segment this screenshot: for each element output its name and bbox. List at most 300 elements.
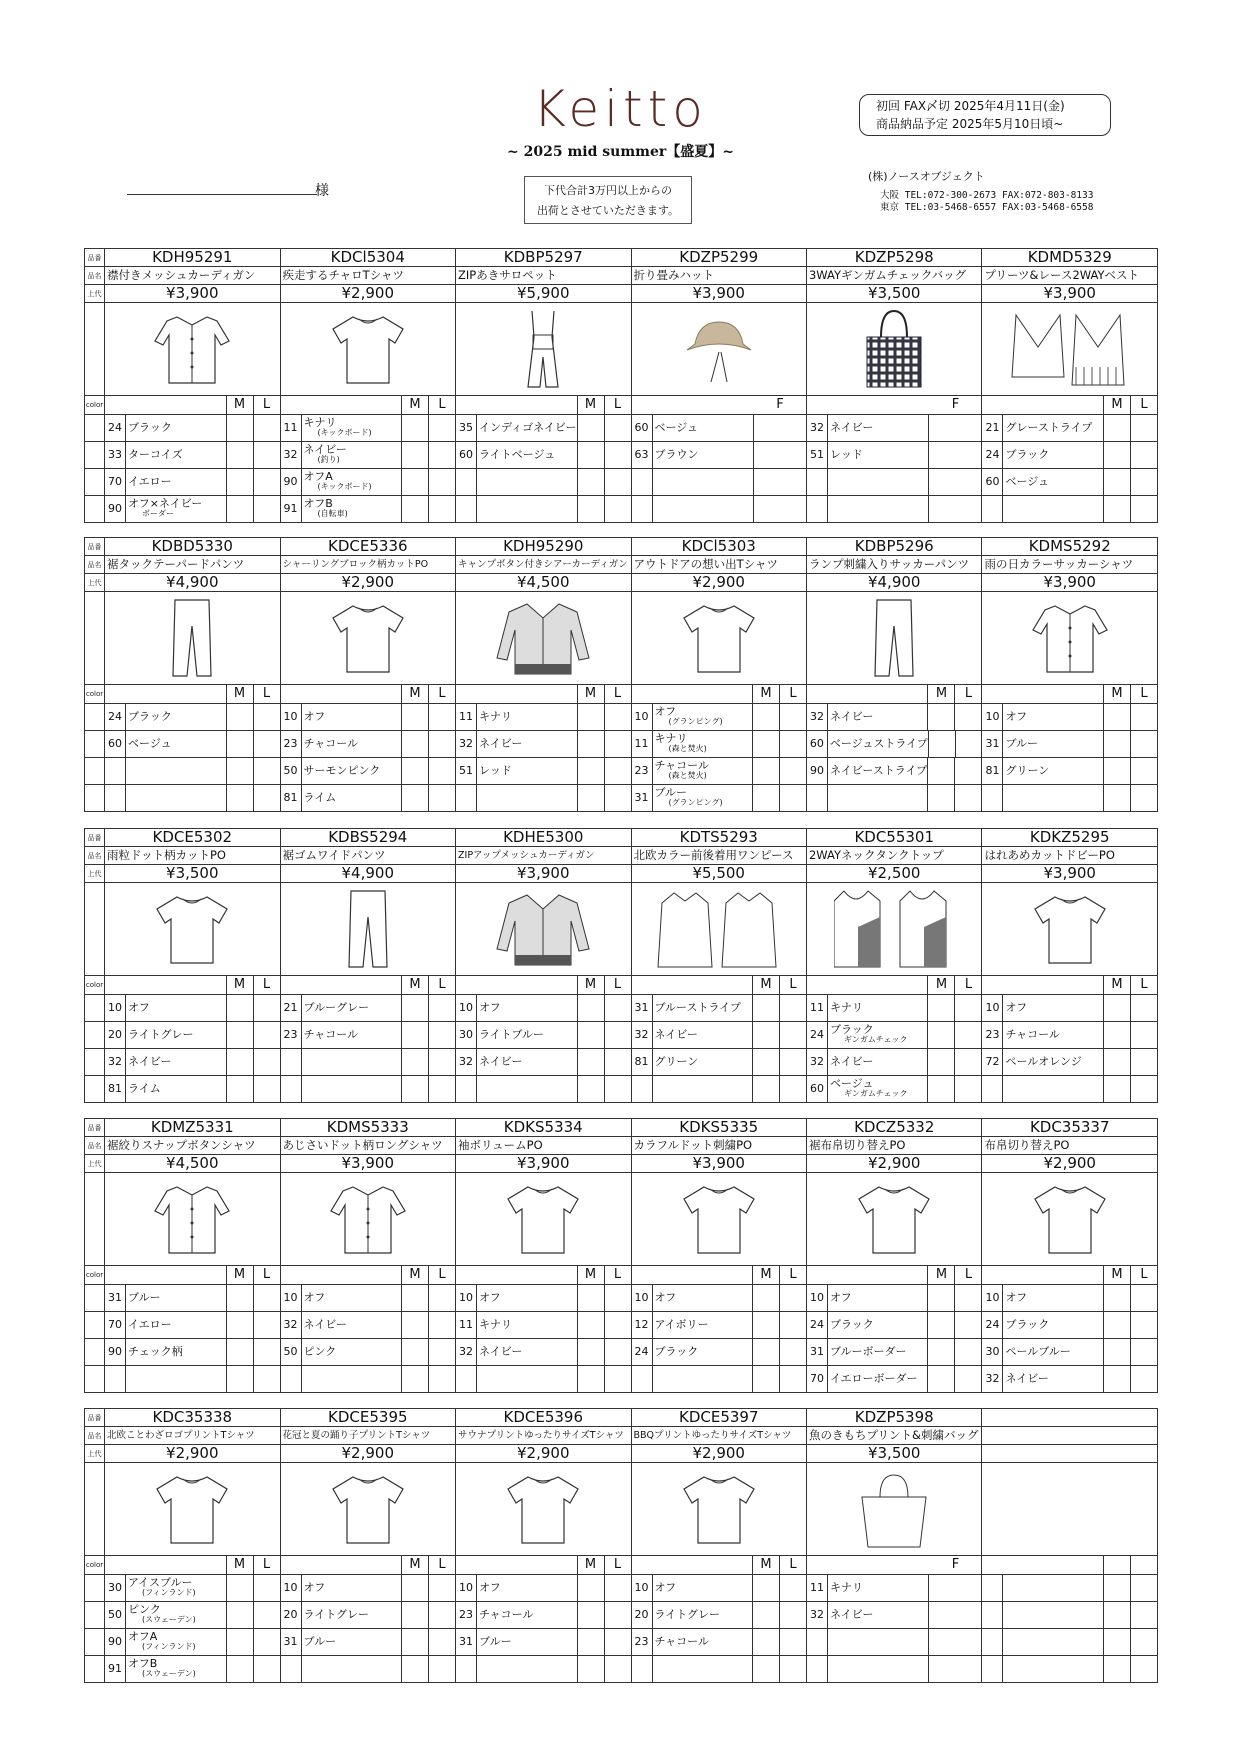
qty-box-l[interactable]	[779, 995, 806, 1021]
color-name: ライトグレー	[128, 1028, 194, 1041]
qty-box-l[interactable]	[779, 785, 806, 811]
qty-box-l[interactable]	[253, 731, 280, 757]
qty-box-l[interactable]	[428, 758, 455, 784]
qty-box-l[interactable]	[253, 415, 280, 441]
qty-box-l[interactable]	[779, 731, 806, 757]
qty-box-l[interactable]	[1130, 1076, 1157, 1102]
qty-box-m[interactable]	[577, 995, 604, 1021]
qty-box-m[interactable]	[1103, 1312, 1130, 1338]
color-number: 70	[105, 469, 126, 495]
qty-box-m[interactable]	[577, 1575, 604, 1601]
qty-box-m[interactable]	[401, 1656, 428, 1682]
qty-box-l[interactable]	[428, 1656, 455, 1682]
color-note: (スウェーデン)	[142, 1669, 196, 1678]
color-number: 90	[281, 469, 302, 495]
product-image	[105, 592, 280, 685]
qty-box-l[interactable]	[1130, 496, 1157, 522]
qty-box-l[interactable]	[253, 1575, 280, 1601]
qty-box-m[interactable]	[226, 1022, 253, 1048]
color-row	[105, 995, 280, 1022]
qty-box-l[interactable]	[604, 469, 631, 495]
qty-box-m[interactable]	[927, 995, 954, 1021]
qty-box-l[interactable]	[604, 785, 631, 811]
qty-box-m[interactable]	[927, 1049, 954, 1075]
color-label: キナリ	[654, 732, 688, 745]
product-image	[631, 303, 806, 396]
qty-box-f[interactable]	[928, 1656, 981, 1682]
qty-box-m[interactable]	[752, 731, 779, 757]
qty-box-l[interactable]	[604, 758, 631, 784]
label-code: 品番	[85, 829, 105, 847]
product-code: KDZP5298	[806, 249, 981, 267]
qty-box-l[interactable]	[428, 1049, 455, 1075]
qty-box-f[interactable]	[753, 442, 806, 468]
qty-box-l[interactable]	[604, 1602, 631, 1628]
qty-box-m[interactable]	[577, 1312, 604, 1338]
qty-box-l[interactable]	[1130, 785, 1157, 811]
qty-box-m[interactable]	[927, 1285, 954, 1311]
qty-box-l[interactable]	[604, 1049, 631, 1075]
qty-box-l[interactable]	[604, 1339, 631, 1365]
qty-box-l[interactable]	[779, 1602, 806, 1628]
qty-box-f[interactable]	[928, 1629, 981, 1655]
qty-box-m[interactable]	[401, 442, 428, 468]
color-number: 10	[281, 1575, 302, 1601]
qty-box-l[interactable]	[779, 1312, 806, 1338]
qty-box-m[interactable]	[927, 1076, 954, 1102]
product-price: ¥4,500	[456, 574, 631, 592]
tank-icon	[807, 887, 981, 971]
qty-box-l[interactable]	[1130, 704, 1157, 730]
qty-box-m[interactable]	[401, 704, 428, 730]
qty-box-l[interactable]	[253, 442, 280, 468]
qty-box-m[interactable]	[401, 469, 428, 495]
qty-box-l[interactable]	[428, 442, 455, 468]
qty-box-m[interactable]	[226, 731, 253, 757]
color-row	[982, 1049, 1158, 1076]
qty-box-m[interactable]	[401, 785, 428, 811]
qty-box-m[interactable]	[226, 704, 253, 730]
qty-box-f[interactable]	[928, 415, 981, 441]
qty-box-l[interactable]	[253, 1022, 280, 1048]
qty-box-m[interactable]	[226, 1285, 253, 1311]
qty-box-l[interactable]	[779, 1022, 806, 1048]
qty-box-l[interactable]	[1130, 469, 1157, 495]
qty-box-l[interactable]	[604, 731, 631, 757]
qty-box-m[interactable]	[577, 785, 604, 811]
label-price: 上代	[85, 285, 105, 303]
qty-box-m[interactable]	[752, 1022, 779, 1048]
qty-box-l[interactable]	[253, 785, 280, 811]
qty-box-m[interactable]	[1103, 1022, 1130, 1048]
qty-box-m[interactable]	[401, 758, 428, 784]
qty-box-l[interactable]	[604, 1022, 631, 1048]
qty-box-m[interactable]	[226, 469, 253, 495]
qty-box-l[interactable]	[604, 1076, 631, 1102]
qty-box-l[interactable]	[604, 704, 631, 730]
qty-box-m[interactable]	[577, 1339, 604, 1365]
qty-box-l[interactable]	[604, 995, 631, 1021]
qty-box-m[interactable]	[401, 415, 428, 441]
qty-box-m[interactable]	[577, 758, 604, 784]
qty-box-l[interactable]	[954, 785, 981, 811]
qty-box-m[interactable]	[401, 1049, 428, 1075]
qty-box-m[interactable]	[1103, 995, 1130, 1021]
qty-box-m[interactable]	[927, 785, 954, 811]
qty-box-l[interactable]	[604, 1575, 631, 1601]
color-number: 23	[982, 1022, 1003, 1048]
qty-box-l[interactable]	[428, 469, 455, 495]
qty-box-l[interactable]	[779, 1656, 806, 1682]
size-header	[806, 396, 981, 415]
qty-box-l[interactable]	[253, 704, 280, 730]
qty-box-m[interactable]	[1103, 1339, 1130, 1365]
brand-logo: Keitto	[533, 80, 708, 138]
color-row	[631, 704, 806, 731]
qty-box-m[interactable]	[577, 1366, 604, 1392]
color-number: 31	[982, 731, 1003, 757]
product-price: ¥2,900	[982, 1155, 1158, 1173]
tshirt-icon	[632, 598, 806, 678]
product-image	[456, 592, 631, 685]
qty-box-m[interactable]	[577, 704, 604, 730]
color-row	[982, 496, 1158, 523]
qty-box-l[interactable]	[428, 415, 455, 441]
qty-box-m[interactable]	[577, 1629, 604, 1655]
color-row	[105, 1076, 280, 1103]
qty-box-m[interactable]	[401, 1339, 428, 1365]
size-label: M	[927, 685, 954, 703]
qty-box-m[interactable]	[752, 1602, 779, 1628]
qty-box-m[interactable]	[401, 1285, 428, 1311]
qty-box-l[interactable]	[1130, 1339, 1157, 1365]
size-header	[982, 1266, 1158, 1285]
color-number: 12	[632, 1312, 653, 1338]
qty-box-m[interactable]	[927, 1312, 954, 1338]
qty-box-l[interactable]	[779, 1285, 806, 1311]
qty-box-m[interactable]	[927, 758, 954, 784]
recipient-line[interactable]	[127, 194, 317, 195]
label-color: color	[85, 396, 105, 415]
qty-box-l[interactable]	[779, 1575, 806, 1601]
qty-box-l[interactable]	[428, 1339, 455, 1365]
qty-box-m[interactable]	[1103, 758, 1130, 784]
qty-box-m[interactable]	[226, 995, 253, 1021]
size-label: M	[401, 1266, 428, 1284]
qty-box-m[interactable]	[226, 442, 253, 468]
qty-box-l[interactable]	[428, 1285, 455, 1311]
qty-box-m[interactable]	[401, 1602, 428, 1628]
qty-box-m[interactable]	[226, 415, 253, 441]
qty-box-m[interactable]	[401, 1575, 428, 1601]
qty-box-l[interactable]	[253, 496, 280, 522]
qty-box-m[interactable]	[752, 758, 779, 784]
qty-box-l[interactable]	[954, 1049, 981, 1075]
product-image	[982, 1173, 1158, 1266]
color-number: 81	[632, 1049, 653, 1075]
qty-box-m[interactable]	[1103, 1602, 1130, 1628]
qty-box-m[interactable]	[577, 1022, 604, 1048]
qty-box-m[interactable]	[401, 1312, 428, 1338]
qty-box-m[interactable]	[1103, 442, 1130, 468]
qty-box-m[interactable]	[226, 1629, 253, 1655]
color-number: 10	[807, 1285, 828, 1311]
qty-box-l[interactable]	[604, 415, 631, 441]
qty-box-l[interactable]	[253, 758, 280, 784]
product-block	[84, 248, 1158, 523]
qty-box-m[interactable]	[752, 1656, 779, 1682]
qty-box-m[interactable]	[226, 1366, 253, 1392]
qty-box-l[interactable]	[253, 1076, 280, 1102]
qty-box-l[interactable]	[779, 758, 806, 784]
color-number: 32	[105, 1049, 126, 1075]
product-image	[280, 1173, 455, 1266]
product-name: 折り畳みハット	[631, 267, 806, 285]
color-row	[982, 731, 1158, 758]
qty-box-m[interactable]	[752, 1076, 779, 1102]
qty-box-l[interactable]	[604, 1656, 631, 1682]
qty-box-f[interactable]	[928, 469, 981, 495]
qty-box-m[interactable]	[1103, 415, 1130, 441]
qty-box-l[interactable]	[1130, 1049, 1157, 1075]
qty-box-m[interactable]	[752, 1366, 779, 1392]
qty-box-l[interactable]	[1130, 1575, 1157, 1601]
qty-box-m[interactable]	[928, 731, 955, 757]
color-row	[456, 442, 631, 469]
color-row	[806, 1656, 981, 1683]
qty-box-l[interactable]	[428, 1366, 455, 1392]
qty-box-l[interactable]	[1130, 1629, 1157, 1655]
qty-box-l[interactable]	[1130, 995, 1157, 1021]
qty-box-l[interactable]	[428, 995, 455, 1021]
qty-box-l[interactable]	[954, 995, 981, 1021]
qty-box-m[interactable]	[1103, 1285, 1130, 1311]
qty-box-l[interactable]	[428, 785, 455, 811]
qty-box-m[interactable]	[401, 731, 428, 757]
qty-box-l[interactable]	[253, 1656, 280, 1682]
qty-box-l[interactable]	[253, 1366, 280, 1392]
qty-box-l[interactable]	[779, 1366, 806, 1392]
qty-box-l[interactable]	[253, 469, 280, 495]
product-price: ¥3,900	[982, 285, 1158, 303]
qty-box-l[interactable]	[1130, 1285, 1157, 1311]
color-name: ネイビー	[303, 1318, 347, 1331]
pants-icon	[281, 887, 455, 971]
qty-box-f[interactable]	[753, 415, 806, 441]
qty-box-l[interactable]	[604, 442, 631, 468]
qty-box-l[interactable]	[954, 1312, 981, 1338]
qty-box-m[interactable]	[577, 1285, 604, 1311]
qty-box-l[interactable]	[1130, 1602, 1157, 1628]
qty-box-m[interactable]	[1103, 1575, 1130, 1601]
qty-box-l[interactable]	[1130, 758, 1157, 784]
qty-box-l[interactable]	[428, 731, 455, 757]
qty-box-m[interactable]	[1103, 496, 1130, 522]
qty-box-m[interactable]	[752, 1339, 779, 1365]
qty-box-l[interactable]	[604, 496, 631, 522]
qty-box-m[interactable]	[577, 1076, 604, 1102]
qty-box-m[interactable]	[226, 1575, 253, 1601]
qty-box-l[interactable]	[779, 1339, 806, 1365]
qty-box-m[interactable]	[927, 704, 954, 730]
qty-box-l[interactable]	[1130, 442, 1157, 468]
qty-box-l[interactable]	[779, 1049, 806, 1075]
qty-box-f[interactable]	[753, 469, 806, 495]
qty-box-l[interactable]	[604, 1366, 631, 1392]
qty-box-m[interactable]	[1103, 1629, 1130, 1655]
qty-box-m[interactable]	[401, 1366, 428, 1392]
qty-box-l[interactable]	[955, 731, 982, 757]
qty-box-m[interactable]	[577, 415, 604, 441]
color-name: ブルーストライプ	[654, 1001, 741, 1014]
qty-box-m[interactable]	[577, 496, 604, 522]
color-row	[806, 1022, 981, 1049]
qty-box-l[interactable]	[1130, 731, 1157, 757]
size-label: M	[226, 976, 253, 994]
qty-box-l[interactable]	[428, 1022, 455, 1048]
color-name: ブルーグレー	[303, 1001, 370, 1014]
qty-box-l[interactable]	[428, 1602, 455, 1628]
qty-box-m[interactable]	[1103, 1049, 1130, 1075]
qty-box-l[interactable]	[954, 1339, 981, 1365]
qty-box-l[interactable]	[954, 1022, 981, 1048]
qty-box-m[interactable]	[226, 1656, 253, 1682]
color-row	[982, 1366, 1158, 1393]
qty-box-f[interactable]	[928, 1602, 981, 1628]
qty-box-l[interactable]	[779, 704, 806, 730]
qty-box-f[interactable]	[928, 442, 981, 468]
color-label: オフ	[654, 705, 677, 718]
qty-box-l[interactable]	[1130, 1312, 1157, 1338]
product-price: ¥3,900	[280, 1155, 455, 1173]
qty-box-l[interactable]	[954, 1366, 981, 1392]
qty-box-m[interactable]	[577, 442, 604, 468]
qty-box-l[interactable]	[604, 1629, 631, 1655]
tshirt-icon	[456, 1179, 630, 1259]
qty-box-l[interactable]	[253, 1049, 280, 1075]
qty-box-m[interactable]	[401, 1629, 428, 1655]
qty-box-m[interactable]	[226, 496, 253, 522]
qty-box-m[interactable]	[1103, 731, 1130, 757]
color-name: キナリ	[829, 1001, 863, 1014]
qty-box-l[interactable]	[428, 1629, 455, 1655]
qty-box-l[interactable]	[604, 1312, 631, 1338]
qty-box-m[interactable]	[401, 1022, 428, 1048]
color-name: キナリ	[479, 710, 513, 723]
qty-box-m[interactable]	[226, 1339, 253, 1365]
qty-box-l[interactable]	[428, 496, 455, 522]
color-number: 51	[807, 442, 828, 468]
shirt-icon	[281, 1179, 455, 1259]
qty-box-m[interactable]	[752, 1629, 779, 1655]
qty-box-l[interactable]	[1130, 1022, 1157, 1048]
qty-box-l[interactable]	[428, 1575, 455, 1601]
qty-box-m[interactable]	[1103, 1076, 1130, 1102]
qty-box-l[interactable]	[253, 1629, 280, 1655]
qty-box-m[interactable]	[226, 1049, 253, 1075]
qty-box-l[interactable]	[253, 995, 280, 1021]
qty-box-m[interactable]	[752, 785, 779, 811]
qty-box-l[interactable]	[779, 1629, 806, 1655]
qty-box-l[interactable]	[253, 1312, 280, 1338]
qty-box-m[interactable]	[401, 1076, 428, 1102]
qty-box-l[interactable]	[253, 1602, 280, 1628]
qty-box-l[interactable]	[428, 1312, 455, 1338]
qty-box-m[interactable]	[577, 1602, 604, 1628]
size-header	[631, 976, 806, 995]
qty-box-m[interactable]	[752, 1049, 779, 1075]
qty-box-l[interactable]	[253, 1285, 280, 1311]
qty-box-m[interactable]	[577, 469, 604, 495]
color-row	[456, 1656, 631, 1683]
qty-box-l[interactable]	[1130, 1656, 1157, 1682]
qty-box-m[interactable]	[1103, 1656, 1130, 1682]
qty-box-m[interactable]	[927, 1366, 954, 1392]
qty-box-l[interactable]	[954, 758, 981, 784]
qty-box-l[interactable]	[954, 1285, 981, 1311]
color-name	[126, 1629, 225, 1655]
qty-box-f[interactable]	[928, 496, 981, 522]
qty-box-l[interactable]	[1130, 415, 1157, 441]
qty-box-m[interactable]	[752, 1575, 779, 1601]
qty-box-m[interactable]	[752, 995, 779, 1021]
qty-box-m[interactable]	[577, 731, 604, 757]
qty-box-m[interactable]	[1103, 1366, 1130, 1392]
qty-box-l[interactable]	[604, 1285, 631, 1311]
qty-box-m[interactable]	[927, 1022, 954, 1048]
qty-box-m[interactable]	[1103, 704, 1130, 730]
qty-box-m[interactable]	[226, 785, 253, 811]
color-name: ブルー	[479, 1635, 512, 1648]
qty-box-m[interactable]	[752, 704, 779, 730]
qty-box-f[interactable]	[753, 496, 806, 522]
qty-box-m[interactable]	[226, 1076, 253, 1102]
qty-box-l[interactable]	[1130, 1366, 1157, 1392]
color-number: 24	[105, 415, 126, 441]
qty-box-m[interactable]	[752, 1312, 779, 1338]
qty-box-m[interactable]	[1103, 785, 1130, 811]
color-row	[631, 496, 806, 523]
qty-box-l[interactable]	[428, 1076, 455, 1102]
qty-box-m[interactable]	[226, 1602, 253, 1628]
qty-box-m[interactable]	[401, 995, 428, 1021]
color-name: ネイビー	[654, 1028, 698, 1041]
qty-box-l[interactable]	[253, 1339, 280, 1365]
qty-box-l[interactable]	[954, 704, 981, 730]
qty-box-l[interactable]	[779, 1076, 806, 1102]
qty-box-l[interactable]	[428, 704, 455, 730]
color-name: ネイビー	[829, 1608, 874, 1621]
qty-box-m[interactable]	[226, 758, 253, 784]
color-row	[280, 785, 455, 812]
qty-box-f[interactable]	[928, 1575, 981, 1601]
color-name: ネイビー	[829, 710, 874, 723]
qty-box-m[interactable]	[401, 496, 428, 522]
qty-box-l[interactable]	[954, 1076, 981, 1102]
color-number: 72	[982, 1049, 1003, 1075]
qty-box-m[interactable]	[927, 1339, 954, 1365]
size-label: L	[1130, 976, 1157, 994]
qty-box-m[interactable]	[577, 1656, 604, 1682]
color-name: ライトグレー	[303, 1608, 369, 1621]
product-price: ¥2,900	[280, 1445, 455, 1463]
qty-box-m[interactable]	[752, 1285, 779, 1311]
color-note: (フィンランド)	[142, 1588, 196, 1597]
qty-box-m[interactable]	[577, 1049, 604, 1075]
qty-box-m[interactable]	[226, 1312, 253, 1338]
qty-box-m[interactable]	[1103, 469, 1130, 495]
color-note: (釣り)	[317, 455, 340, 464]
